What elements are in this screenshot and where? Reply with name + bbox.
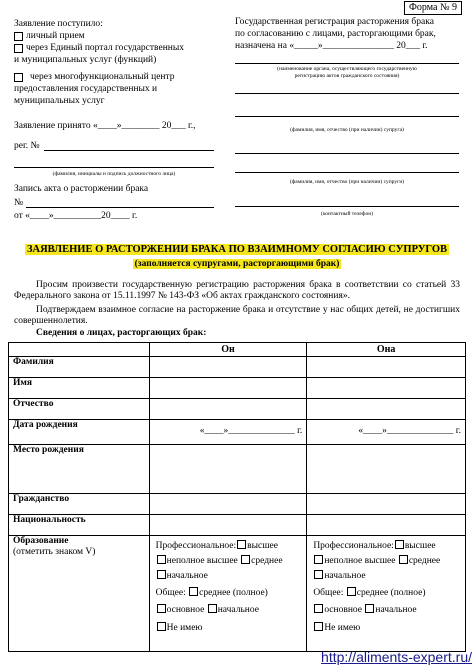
she-surname-cell[interactable] xyxy=(307,357,466,378)
she-edu-secondary-full-label: среднее (полное) xyxy=(356,588,426,598)
she-edu-secondary-label: среднее xyxy=(408,556,441,566)
she-edu-primary-prof-checkbox[interactable] xyxy=(314,570,323,579)
she-edu-higher-label: высшее xyxy=(404,541,436,551)
he-edu-professional-label: Профессиональное: xyxy=(155,541,237,551)
option-mfc-line3: муниципальных услуг xyxy=(14,96,105,106)
she-patronymic-cell[interactable] xyxy=(307,399,466,420)
she-edu-secondary-full-checkbox[interactable] xyxy=(347,587,356,596)
he-edu-secondary-full-checkbox[interactable] xyxy=(189,587,198,596)
he-edu-incomplete-higher-checkbox[interactable] xyxy=(157,555,166,564)
table-title: Сведения о лицах, расторгающих брак: xyxy=(36,328,207,338)
he-edu-incomplete-higher-label: неполное высшее xyxy=(166,556,238,566)
he-education-cell xyxy=(149,536,307,652)
he-edu-primary-gen-label: начальное xyxy=(217,605,259,615)
he-citizenship-cell[interactable] xyxy=(149,494,307,515)
she-edu-none-checkbox[interactable] xyxy=(314,622,323,631)
she-education-cell xyxy=(307,536,466,652)
org-caption-2: регистрацию актов гражданского состояния) xyxy=(294,73,400,79)
he-edu-general-label: Общее: xyxy=(155,588,186,598)
column-she: Она xyxy=(307,343,466,357)
option-mfc-line2: предоставления государственных и xyxy=(14,84,158,94)
source-url-link[interactable]: http://aliments-expert.ru/ xyxy=(321,648,472,665)
he-birth-place-cell[interactable] xyxy=(149,445,307,494)
he-edu-none-checkbox[interactable] xyxy=(157,622,166,631)
option-personal: личный прием xyxy=(26,31,85,41)
he-edu-higher-label: высшее xyxy=(247,541,278,551)
checkbox-personal[interactable] xyxy=(14,32,23,41)
row-label-surname: Фамилия xyxy=(9,357,150,378)
wife-caption: (фамилия, имя, отчество (при наличии) супруги) xyxy=(289,179,405,185)
she-edu-primary-gen-checkbox[interactable] xyxy=(365,604,374,613)
document-title xyxy=(10,244,464,256)
checkbox-portal[interactable] xyxy=(14,44,23,53)
column-he: Он xyxy=(149,343,307,357)
option-mfc-line1: через многофункциональный центр xyxy=(30,72,175,82)
phone-line[interactable] xyxy=(235,206,459,207)
checkbox-mfc[interactable] xyxy=(14,73,23,82)
document-subtitle-text: (заполняется супругами, расторгающими брак) xyxy=(134,259,340,269)
he-edu-secondary-label: среднее xyxy=(251,556,283,566)
she-edu-incomplete-higher-label: неполное высшее xyxy=(324,556,396,566)
paragraph-request: Просим произвести государственную регистрацию расторжения брака в соответствии со статьей 33 Федерального закона от 15.11.1997 № 143-ФЗ «Об актах гражданского состояния». xyxy=(14,280,460,301)
wife-line-a[interactable] xyxy=(235,153,459,154)
row-label-patronymic: Отчество xyxy=(9,399,150,420)
he-edu-primary-prof-checkbox[interactable] xyxy=(157,570,166,579)
row-label-name: Имя xyxy=(9,378,150,399)
reg-number-label: рег. № xyxy=(14,141,40,151)
row-label-education xyxy=(9,536,150,652)
record-number-line[interactable] xyxy=(26,207,214,208)
paragraph-consent: Подтверждаем взаимное согласие на расторжение брака и отсутствие у нас общих детей, не достигших совершеннолетия. xyxy=(14,305,460,326)
she-edu-primary-prof-label: начальное xyxy=(324,571,366,581)
she-edu-primary-gen-label: начальное xyxy=(375,605,417,615)
wife-line-b[interactable] xyxy=(235,172,459,173)
he-nationality-cell[interactable] xyxy=(149,515,307,536)
he-edu-secondary-checkbox[interactable] xyxy=(241,555,250,564)
husband-line-a[interactable] xyxy=(235,93,459,94)
he-edu-none-label: Не имею xyxy=(166,623,203,633)
schedule-line3: назначена на «_____»_______________ 20___ г. xyxy=(235,41,428,51)
record-number-label: № xyxy=(14,198,24,208)
he-edu-secondary-full-label: среднее (полное) xyxy=(199,588,268,598)
org-line[interactable] xyxy=(235,63,459,64)
he-name-cell[interactable] xyxy=(149,378,307,399)
record-title: Запись акта о расторжении брака xyxy=(14,184,149,194)
reg-number-line[interactable] xyxy=(44,150,214,151)
she-edu-professional-label: Профессиональное: xyxy=(313,541,394,551)
org-caption-1: (наименование органа, осуществляющего государственную xyxy=(277,66,417,72)
she-edu-basic-label: основное xyxy=(324,605,363,615)
she-edu-higher-checkbox[interactable] xyxy=(395,540,404,549)
phone-caption: (контактный телефон) xyxy=(321,211,373,217)
she-edu-secondary-checkbox[interactable] xyxy=(399,555,408,564)
table-corner xyxy=(9,343,150,357)
she-edu-none-label: Не имею xyxy=(324,623,361,633)
he-patronymic-cell[interactable] xyxy=(149,399,307,420)
she-nationality-cell[interactable] xyxy=(307,515,466,536)
he-edu-basic-checkbox[interactable] xyxy=(157,604,166,613)
persons-table xyxy=(8,342,466,652)
official-line[interactable] xyxy=(14,167,214,168)
husband-line-b[interactable] xyxy=(235,116,459,117)
schedule-line2: по согласованию с лицами, расторгающими брак, xyxy=(235,29,436,39)
option-portal-line2: и муниципальных услуг (функций) xyxy=(14,55,157,65)
form-number: Форма № 9 xyxy=(404,1,462,15)
she-edu-general-label: Общее: xyxy=(313,588,344,598)
she-edu-basic-checkbox[interactable] xyxy=(314,604,323,613)
husband-caption: (фамилия, имя, отчество (при наличии) супруга) xyxy=(290,127,404,133)
row-label-birth-date: Дата рождения xyxy=(9,420,150,445)
she-name-cell[interactable] xyxy=(307,378,466,399)
official-caption: (фамилия, инициалы и подпись должностного лица) xyxy=(52,171,176,177)
education-note: (отметить знаком V) xyxy=(13,546,96,557)
document-title-text: ЗАЯВЛЕНИЕ О РАСТОРЖЕНИИ БРАКА ПО ВЗАИМНОМУ СОГЛАСИЮ СУПРУГОВ xyxy=(26,244,448,255)
he-edu-basic-label: основное xyxy=(166,605,205,615)
she-birth-date-cell[interactable]: «____»______________ г. xyxy=(307,420,466,445)
he-birth-date-cell[interactable]: «____»______________ г. xyxy=(149,420,307,445)
he-surname-cell[interactable] xyxy=(149,357,307,378)
she-edu-incomplete-higher-checkbox[interactable] xyxy=(314,555,323,564)
education-label: Образование xyxy=(13,536,69,546)
document-subtitle xyxy=(10,259,464,270)
he-edu-primary-gen-checkbox[interactable] xyxy=(208,604,217,613)
schedule-line1: Государственная регистрация расторжения брака xyxy=(235,17,434,27)
accepted-date: Заявление принято «____»________ 20___ г., xyxy=(14,121,196,131)
he-edu-primary-prof-label: начальное xyxy=(166,571,208,581)
she-citizenship-cell[interactable] xyxy=(307,494,466,515)
received-title: Заявление поступило: xyxy=(14,19,103,29)
option-portal-line1: через Единый портал государственных xyxy=(26,43,184,53)
he-edu-higher-checkbox[interactable] xyxy=(237,540,246,549)
record-date: от «____»__________20____ г. xyxy=(14,211,138,221)
row-label-citizenship: Гражданство xyxy=(9,494,150,515)
row-label-birth-place: Место рождения xyxy=(9,445,150,494)
she-birth-place-cell[interactable] xyxy=(307,445,466,494)
row-label-nationality: Национальность xyxy=(9,515,150,536)
